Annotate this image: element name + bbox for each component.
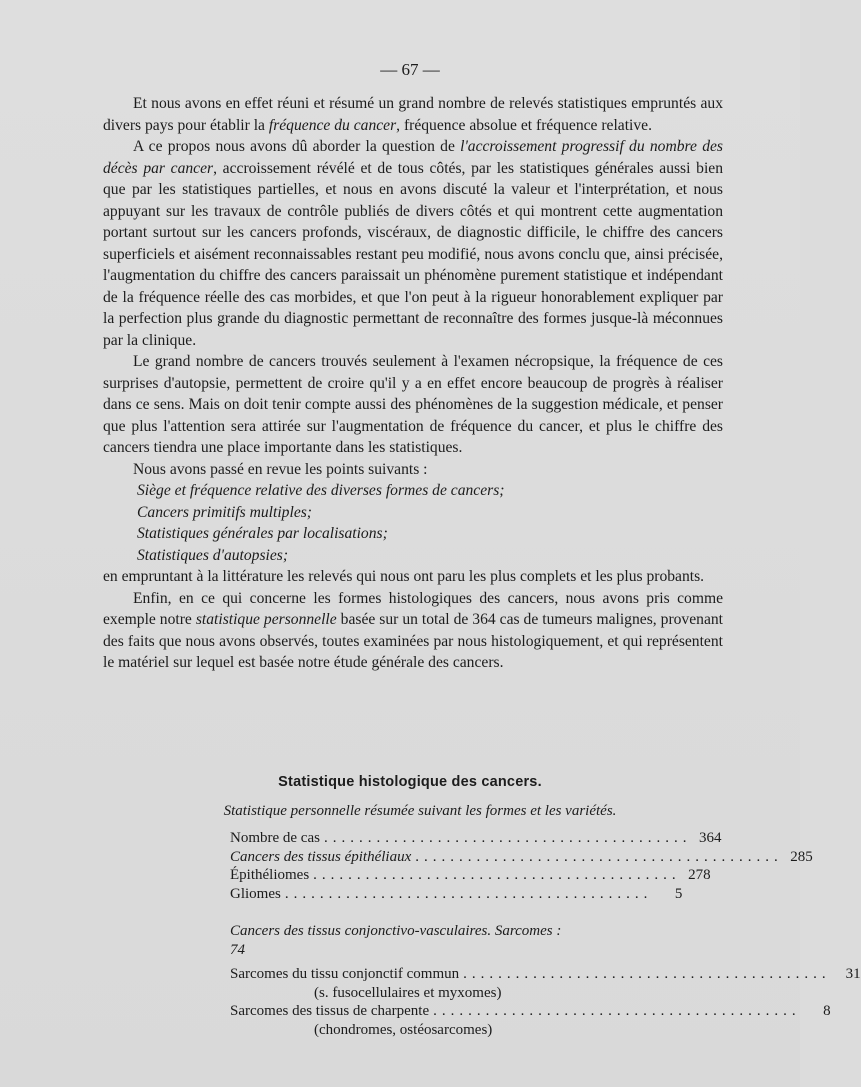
- row-note: (s. fusocellulaires et myxomes): [314, 984, 502, 1001]
- row-value: 364: [698, 830, 722, 846]
- body-text: [103, 93, 723, 674]
- leader-dots: ..........................................: [415, 848, 783, 865]
- paragraph-1-text: Et nous avons en effet réuni et résumé un grand nombre de relevés statistiques empruntés aux divers pays pour établir la: [103, 95, 723, 134]
- row-note: (chondromes, ostéosarcomes): [314, 1021, 493, 1038]
- leader-dots: ..........................................: [323, 830, 692, 846]
- paragraph-6-end: basée sur un total de 364 cas de tumeurs malignes, provenant des faits que nous avons observés, toutes examinées par nous histologiquement, et qui représentent le matériel sur lequel est basée notre étude générale des cancers.: [103, 611, 724, 671]
- list-item: Statistiques d'autopsies;: [137, 546, 289, 564]
- list-item: Statistiques générales par localisations;: [137, 525, 388, 542]
- table-subtitle: Statistique personnelle résumée suivant les formes et les variétés.: [223, 803, 617, 819]
- leader-dots: ..........................................: [433, 1003, 801, 1019]
- table-row: [230, 1002, 831, 1021]
- table-row: [230, 885, 683, 904]
- paragraph-6: [103, 588, 723, 674]
- list-item: Cancers primitifs multiples;: [137, 503, 312, 521]
- paragraph-3: Le grand nombre de cancers trouvés seulement à l'examen nécropsique, la fréquence de ces surprises d'autopsie, permettent de croire qu'il y a en effet encore beaucoup de progrès à réaliser dans ce sens. Mais on doit tenir compte aussi des phénomènes de la suggestion médicale, et penser que plus l'attention sera attirée sur l'augmentation de fréquence du cancer, et plus le chiffre des cancers tiendra une place importante dans les statistiques.: [103, 353, 723, 456]
- row-label: Cancers des tissus épithéliaux: [230, 848, 412, 865]
- row-label: Gliomes: [230, 885, 281, 902]
- leader-dots: ..........................................: [284, 885, 653, 902]
- table-row: [230, 829, 722, 848]
- group-heading: Cancers des tissus conjonctivo-vasculaires. Sarcomes : 74: [230, 923, 562, 958]
- row-value: 278: [688, 867, 711, 883]
- paragraph-2-end: , accroissement révélé et de tous côtés, par les statistiques générales aussi bien que par les statistiques partielles, et nous en avons discuté la valeur et l'interprétation, et nous appuyant sur les travaux de contrôle publiés de divers côtés et qui montrent cette augmentation portant surtout sur les cancers profonds, viscéraux, de diagnostic difficile, le chiffre des cancers superficiels et aisément reconnaissables restant peu modifié, nous avons conclu que, ainsi précisée, l'augmentation du chiffre des cancers paraissait un phénomène purement statistique et indépendant de la fréquence réelle des cas morbides, et que l'on peut à la rigueur honorablement expliquer par la perfection plus grande du diagnostic permettant de reconnaître des formes jusque-là méconnues par la clinique.: [103, 159, 723, 349]
- table-row: [230, 965, 861, 984]
- row-label: Sarcomes du tissu conjonctif commun: [230, 966, 460, 982]
- paragraph-6-emphasis: statistique personnelle: [195, 611, 337, 628]
- paragraph-2: [103, 136, 723, 351]
- paragraph-2-emphasis: l'accroissement progressif du nombre des décès par cancer: [103, 138, 723, 177]
- row-label: Sarcomes des tissus de charpente: [230, 1003, 430, 1019]
- table-row: [230, 866, 711, 885]
- paragraph-1-end: , fréquence absolue et fréquence relative.: [396, 116, 653, 134]
- stats-table: [230, 829, 861, 1039]
- paragraph-2-start: A ce propos nous avons dû aborder la question de: [133, 138, 461, 155]
- paragraph-1: [103, 93, 723, 136]
- row-value: 5: [674, 885, 683, 902]
- table-row: [230, 848, 813, 867]
- paragraph-4: Nous avons passé en revue les points suivants :: [133, 460, 428, 478]
- topics-list: [103, 480, 723, 566]
- page-number: — 67 —: [380, 60, 440, 79]
- list-item: Siège et fréquence relative des diverses formes de cancers;: [137, 482, 505, 499]
- row-value: 31: [845, 966, 861, 982]
- paragraph-5: en empruntant à la littérature les relevés qui nous ont paru les plus complets et les plus probants.: [103, 568, 705, 585]
- paragraph-1-emphasis: fréquence du cancer: [268, 116, 397, 134]
- row-label: Épithéliomes: [230, 867, 310, 883]
- row-value: 8: [823, 1003, 831, 1019]
- leader-dots: ..........................................: [463, 966, 831, 982]
- row-value: 285: [790, 848, 813, 865]
- table-title: Statistique histologique des cancers.: [278, 774, 542, 790]
- row-label: Nombre de cas: [230, 830, 320, 846]
- leader-dots: ..........................................: [313, 867, 681, 883]
- paragraph-6-start: Enfin, en ce qui concerne les formes histologiques des cancers, nous avons pris comme exemple notre: [103, 589, 723, 628]
